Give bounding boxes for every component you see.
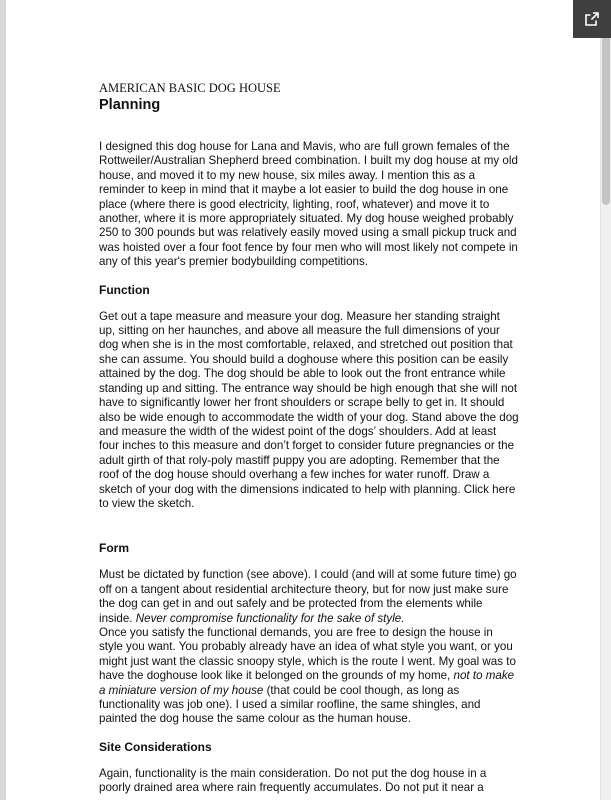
form-text-3: (that could be cool though, as long as functionality was job one). I used a similar roofline, the same shingles, and painted the dog house the same colour as the human house.	[99, 683, 481, 726]
form-text-1: Must be dictated by function (see above). I could (and will at some future time) go off on a tangent about residential architecture theory, but for now just make sure the dog can get in and out safely and be protected from the elements while inside.	[99, 568, 517, 625]
function-paragraph: Get out a tape measure and measure your dog. Measure her standing straight up, sitting on her haunches, and above all measure the full dimensions of your dog when she is in the most comfortable, relaxed, and stretched out position that she can assume. You should build a doghouse where this position can be easily attained by the dog. The dog should be able to look out the front entrance while standing up and sitting. The entrance way should be high enough that she will not have to significantly lower her front shoulders or scrape belly to get in. It should also be wide enough to accommodate the width of your dog. Stand above the dog and measure the width of the widest point of the dogs’ shoulders. Add at least four inches to this measure and don’t forget to consider future pregnancies or the adult girth of that roly-poly mastiff puppy you are adopting. Remember that the roof of the dog house should overhang a few inches for water runoff. Draw a sketch of your dog with the dimensions indicated to help with planning. Click here to view the sketch.	[99, 309, 519, 510]
site-considerations-paragraph: Again, functionality is the main consideration. Do not put the dog house in a poorly drained area where rain frequently accumulates. Do not put it near a	[99, 766, 487, 795]
form-italic-2: not to make a miniature version of my house	[99, 669, 515, 697]
scrollbar-thumb[interactable]	[602, 20, 610, 205]
site-considerations-heading: Site Considerations	[99, 739, 212, 754]
form-text-2: Once you satisfy the functional demands, you are free to design the house in style you want. You probably already have an idea of what style you want, or you might just want the classic snoopy style, which is the route I went. My goal was to have the doghouse look like it belonged on the grounds of my home,	[99, 625, 516, 683]
scrollbar[interactable]	[600, 0, 611, 800]
page-title: Planning	[99, 97, 161, 113]
form-paragraph	[99, 568, 519, 726]
intro-paragraph: I designed this dog house for Lana and Mavis, who are full grown females of the Rottweiler/Australian Shepherd breed combination. I built my dog house at my old house, and moved it to my new house, six miles away. I mention this as a reminder to keep in mind that it maybe a lot easier to build the dog house in one place (where there is good electricity, lighting, roof, whatever) and move it to another, where it is more appropriately situated. My dog house weighed probably 250 to 300 pounds but was relatively easily moved using a small pickup truck and was hoisted over a four foot fence by four men who will most likely not compete in any of this year's premier bodybuilding competitions.	[99, 140, 518, 269]
form-italic-1: Never compromise functionality for the sake of style.	[135, 611, 405, 625]
form-heading: Form	[99, 541, 129, 556]
document-page	[99, 81, 519, 796]
popout-icon	[584, 11, 600, 27]
page-edge-shadow	[0, 0, 6, 800]
function-heading: Function	[99, 282, 150, 297]
document-header: AMERICAN BASIC DOG HOUSE	[99, 81, 281, 95]
popout-button[interactable]	[573, 0, 611, 38]
